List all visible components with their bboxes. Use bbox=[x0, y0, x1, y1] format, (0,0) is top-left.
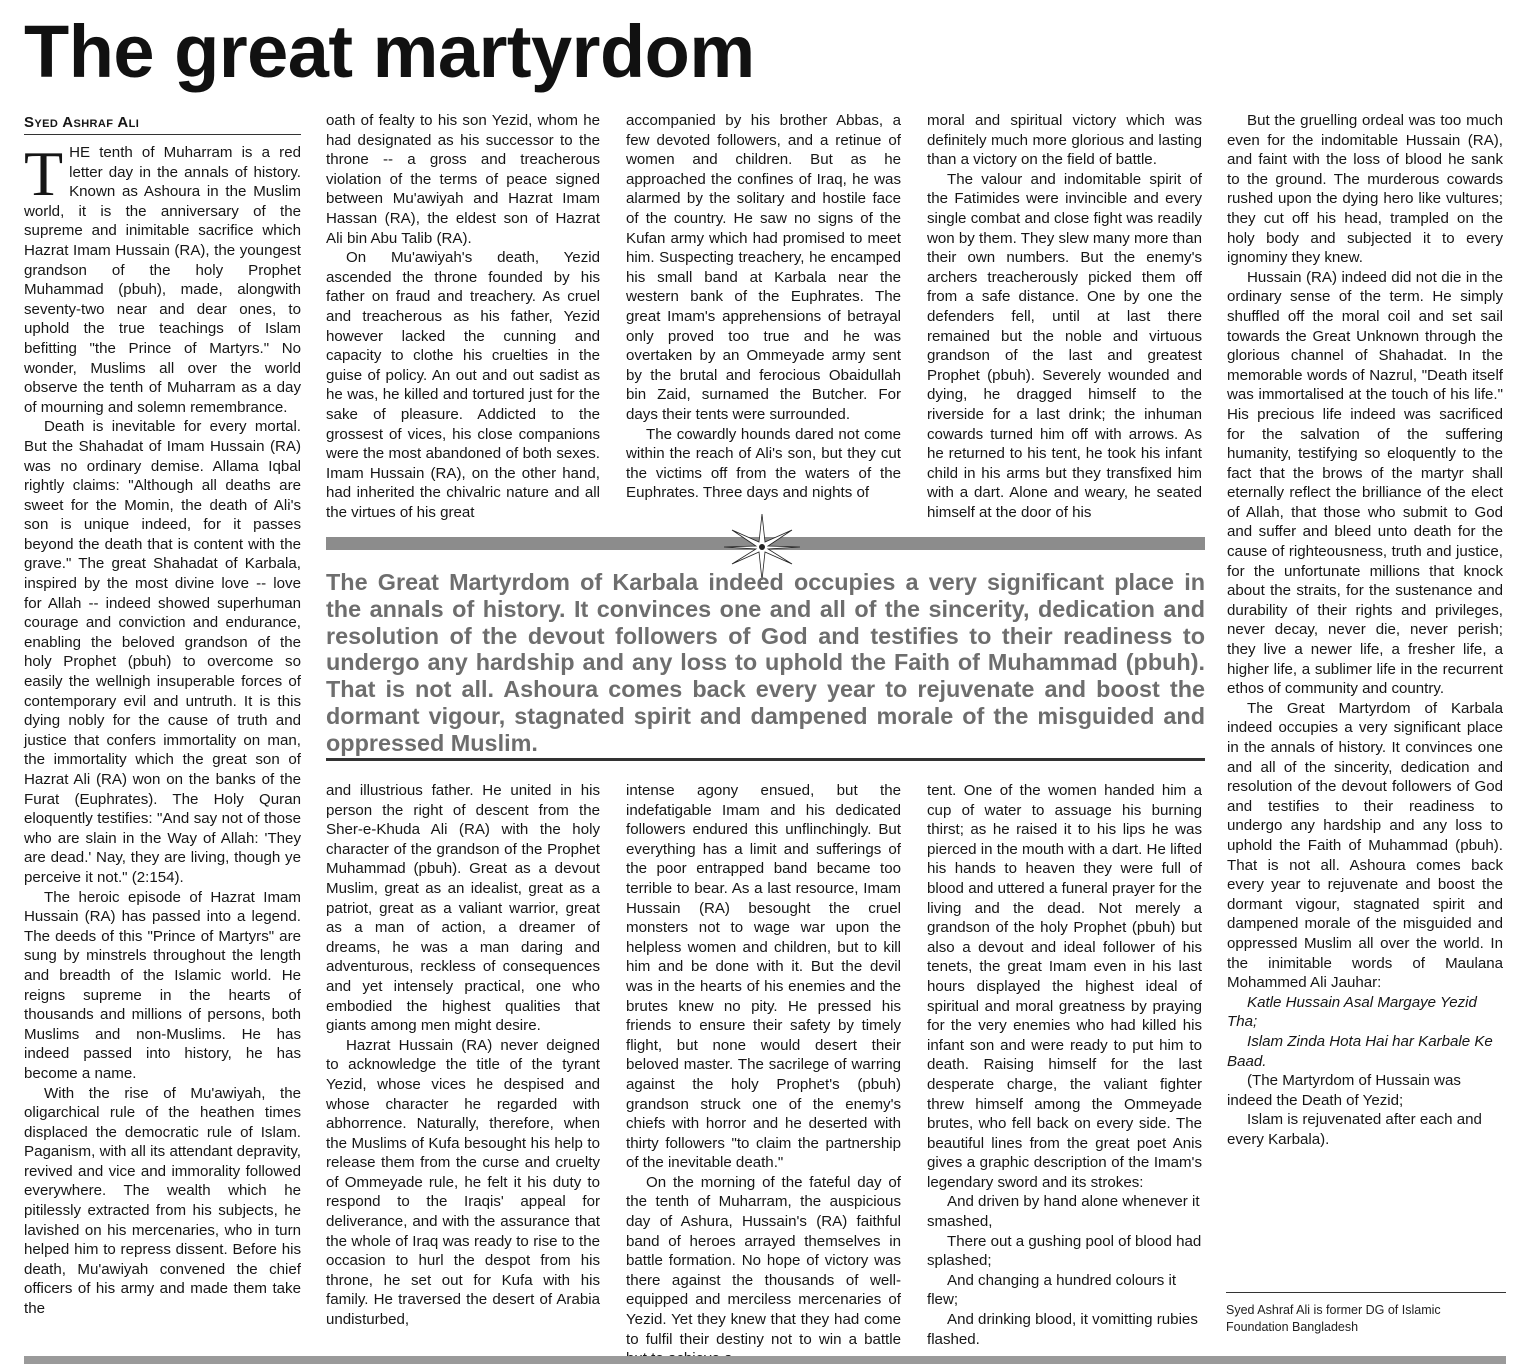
paragraph: The cowardly hounds dared not come within the reach of Ali's son, but they cut the victims off from the waters of the Euphrates. Three days and nights of bbox=[626, 425, 901, 502]
bio-rule bbox=[1226, 1292, 1506, 1293]
column-4-top bbox=[927, 111, 1202, 521]
paragraph: Hussain (RA) indeed did not die in the ordinary sense of the term. He simply shuffled off the moral coil and set sail towards the Great Unknown through the glorious channel of Shahadat. In the memorable words of Nazrul, "Death itself was immortalised at the touch of his life." His precious life indeed was sacrificed for the salvation of the suffering humanity, testifying so eloquently to the fact that the brows of the martyr shall eternally reflect the brilliance of the elect of Allah, that those who submit to God and suffer and bleed unto death for the cause of righteousness, truth and justice, for the unfortunate millions that knock about the straits, for the sustenance and durability of their rights and privileges, never decay, never die, never perish; they live a newer life, a fresher life, a higher life, a sublimer life in the recurrent ethos of community and country. bbox=[1227, 268, 1503, 698]
byline: Syed Ashraf Ali bbox=[24, 113, 301, 135]
verse-line: And drinking blood, it vomitting rubies flashed. bbox=[927, 1311, 1198, 1348]
bottom-bar bbox=[24, 1356, 1506, 1364]
column-3-bottom bbox=[626, 781, 901, 1351]
verse-line: Islam Zinda Hota Hai har Karbale Ke Baad. bbox=[1227, 1032, 1493, 1070]
paragraph: and illustrious father. He united in his person the right of descent from the Sher-e-Khuda Ali (RA) with the holy character of the grandson of the Prophet Muhammad (pbuh). Great as a devout Muslim, great as an idealist, great as a patriot, great as a valiant warrior, great as a man of action, a dreamer of dreams, he was a man daring and adventurous, reckless of consequences and yet intensely practical, one who embodied the highest qualities that giants among men might desire. bbox=[326, 782, 600, 1035]
column-2-bottom bbox=[326, 781, 600, 1351]
lead-paragraph bbox=[24, 138, 301, 417]
column-1 bbox=[24, 113, 301, 1345]
verse-line: And changing a hundred colours it flew; bbox=[927, 1271, 1177, 1309]
pullquote-bottom-rule bbox=[326, 758, 1205, 761]
verse-line: Katle Hussain Asal Margaye Yezid Tha; bbox=[1227, 993, 1477, 1031]
verse-line: Islam is rejuvenated after each and every Karbala). bbox=[1227, 1111, 1482, 1148]
paragraph: On Mu'awiyah's death, Yezid ascended the throne founded by his father on fraud and treachery. As cruel and treacherous as his father, Yezid however lacked the cunning and capacity to clothe his cruelties in the guise of policy. An out and out sadist as he was, he killed and tortured just for the sake of pleasure. Addicted to the grossest of vices, his close companions were the most abandoned of both sexes. Imam Hussain (RA), on the other hand, had inherited the chivalric nature and all the virtues of his great bbox=[326, 249, 600, 521]
column-2-top bbox=[326, 111, 600, 521]
paragraph: oath of fealty to his son Yezid, whom he had designated as his successor to the throne -- a gross and treacherous violation of the terms of peace signed between Mu'awiyah and Hazrat Imam Hassan (RA), the eldest son of Hazrat Ali bin Abu Talib (RA). bbox=[326, 112, 600, 247]
headline: The great martyrdom bbox=[24, 10, 755, 93]
paragraph: Death is inevitable for every mortal. But the Shahadat of Imam Hussain (RA) was no ordinary demise. Allama Iqbal rightly claims: "Although all deaths are sweet for the Momin, the death of Ali's son is unique indeed, for it passes beyond the death that is content with the grave." The great Shahadat of Karbala, inspired by the most divine love -- love for Allah -- indeed showed superhuman courage and conviction and endurance, enabling the beloved grandson of the holy Prophet (pbuh) to overcome so easily the wellnigh insuperable forces of contemporary evil and untruth. It is this dying nobly for the cause of truth and justice that confers immortality on man, the immortality which the great son of Hazrat Ali (RA) won on the banks of the Furat (Euphrates). The Holy Quran eloquently testifies: "And say not of those who are slain in the Way of Allah: 'They are dead.' Nay, they are living, though ye perceive it not." (2:154). bbox=[24, 418, 301, 886]
paragraph: tent. One of the women handed him a cup of water to assuage his burning thirst; as he raised it to his lips he was pierced in the mouth with a dart. He lifted his hands to heaven they were full of blood and uttered a funeral prayer for the living and the dead. Not merely a grandson of the holy Prophet (pbuh) but also a devout and ideal follower of his tenets, the great Imam even in his last hours displayed the highest ideal of spiritual and moral greatness by praying for the very enemies who had killed his infant son and were ready to put him to death. Raising himself for the last desperate charge, the valiant fighter threw himself among the Ommeyade brutes, who fell back on every side. The beautiful lines from the great poet Anis gives a graphic description of the Imam's legendary sword and its strokes: bbox=[927, 782, 1202, 1191]
paragraph: But the gruelling ordeal was too much even for the indomitable Hussain (RA), and faint with the loss of blood he sank to the ground. The murderous cowards rushed upon the dying hero like vultures; they cut off his head, trampled on the holy body and subjected it to every ignominy they knew. bbox=[1227, 112, 1503, 267]
paragraph: The Great Martyrdom of Karbala indeed occupies a very significant place in the annals of history. It convinces one and all of the sincerity, dedication and resolution of the devout followers of God and testifies to their readiness to undergo any hardship and any loss to uphold the Faith of Muhammad (pbuh). That is not all. Ashoura comes back every year to rejuvenate and boost the dormant vigour, stagnated spirit and dampened morale of the misguided and oppressed Muslim all over the world. In the inimitable words of Maulana Mohammed Ali Jauhar: bbox=[1227, 699, 1503, 992]
paragraph: With the rise of Mu'awiyah, the oligarchical rule of the heathen times displaced the democratic rule of Islam. Paganism, with all its attendant depravity, revived and vice and immorality followed everywhere. The wealth which he pitilessly extracted from his subjects, he lavished on his mercenaries, who in turn helped him to repress dissent. Before his death, Mu'awiyah convened the chief officers of his army and made them take the bbox=[24, 1084, 301, 1318]
paragraph: moral and spiritual victory which was definitely much more glorious and lasting than a victory on the field of battle. bbox=[927, 112, 1202, 169]
drop-cap: T bbox=[24, 138, 64, 209]
paragraph: On the morning of the fateful day of the tenth of Muharram, the auspicious day of Ashura, Hussain's (RA) faithful band of heroes arrayed themselves in battle formation. No hope of victory was there against the thousands of well-equipped and merciless mercenaries of Yezid. Yet they knew that they had come to fulfil their destiny not to win a battle bbox=[626, 1173, 901, 1348]
verse-line: There out a gushing pool of blood had splashed; bbox=[927, 1232, 1202, 1270]
pullquote: The Great Martyrdom of Karbala indeed occupies a very significant place in the annals of history. It convinces one and all of the sincerity, dedication and resolution of the devout followers of God and testifies to their readiness to undergo any hardship and any loss to uphold the Faith of Muhammad (pbuh). That is not all. Ashoura comes back every year to rejuvenate and boost the dormant vigour, stagnated spirit and dampened morale of the misguided and oppressed Muslim. bbox=[326, 569, 1205, 756]
column-4-bottom bbox=[927, 781, 1202, 1351]
paragraph: Hazrat Hussain (RA) never deigned to acknowledge the title of the tyrant Yezid, whose vices he despised and whose character he regarded with abhorrence. Naturally, therefore, when the Muslims of Kufa besought his help to release them from the curse and cruelty of Ommeyade rule, he felt it his duty to respond to the Iraqis' appeal for deliverance, and with the assurance that the whole of Iraq was ready to rise to the occasion to hurl the despot from his throne, he set out for Kufa with his family. He traversed the desert of Arabia undisturbed, bbox=[326, 1036, 600, 1329]
author-bio: Syed Ashraf Ali is former DG of Islamic Foundation Bangladesh bbox=[1226, 1303, 1441, 1334]
column-5 bbox=[1227, 111, 1503, 1286]
lead-text: HE tenth of Muharram is a red letter day in the annals of history. Known as Ashoura in the Muslim world, it is the anniversary of the supreme and inimitable sacrifice which Hazrat Imam Hussain (RA), the youngest grandson of the holy Prophet Muhammad (pbuh), made, alongwith seventy-two near and dear ones, to uphold the true teachings of Islam befitting "the Prince of Martyrs." No wonder, Muslims all over the world observe the tenth of Muharram as a day of mourning and solemn remembrance. bbox=[24, 144, 301, 416]
verse-line: And driven by hand alone whenever it smashed, bbox=[927, 1193, 1200, 1231]
verse-line: (The Martyrdom of Hussain was indeed the Death of Yezid; bbox=[1227, 1072, 1461, 1109]
paragraph: The heroic episode of Hazrat Imam Hussain (RA) has passed into a legend. The deeds of this "Prince of Martyrs" are sung by minstrels throughout the length and breadth of the Islamic world. He reigns supreme in the hearts of thousands and millions of persons, both Muslims and non-Muslims. He has indeed passed into history, he has become a name. bbox=[24, 888, 301, 1082]
column-3-top bbox=[626, 111, 901, 521]
paragraph: The valour and indomitable spirit of the Fatimides were invincible and every single combat and close fight was readily won by them. They slew many more than their own numbers. But the enemy's archers treacherously picked them off from a safe distance. One by one the defenders fell, until at last there remained but the noble and virtuous grandson of the last and greatest Prophet (pbuh). Severely wounded and dying, he dragged himself to the riverside for a last drink; the inhuman cowards turned him off with arrows. As he returned to his tent, he took his infant child in his arms but they transfixed him with a dart. Alone and weary, he seated himself at the door of his bbox=[927, 170, 1202, 521]
paragraph: intense agony ensued, but the indefatigable Imam and his dedicated followers endured this unflinchingly. But everything has a limit and sufferings of the poor entrapped band became too terrible to bear. As a last resource, Imam Hussain (RA) besought the cruel monsters not to wage war upon the helpless women and children, but to kill him and be done with it. But the devil was in the hearts of his enemies and the brutes knew no pity. He pressed his friends to ensure their safety by timely flight, but none would desert their beloved master. The sacrilege of warring against the holy Prophet's (pbuh) grandson struck one of the enemy's chiefs with horror and he deserted with thirty followers "to claim the partnership of the inevitable death." bbox=[626, 782, 901, 1172]
paragraph: accompanied by his brother Abbas, a few devoted followers, and a retinue of women and children. But as he approached the confines of Iraq, he was alarmed by the solitary and hostile face of the country. He saw no signs of the Kufan army which had promised to meet him. Suspecting treachery, he encamped his small band at Karbala near the western bank of the Euphrates. The great Imam's apprehensions of betrayal only proved too true and he was overtaken by an Ommeyade army sent by the brutal and ferocious Obaidullah bin Zaid, surnamed the Butcher. For days their tents were surrounded. bbox=[626, 112, 901, 423]
